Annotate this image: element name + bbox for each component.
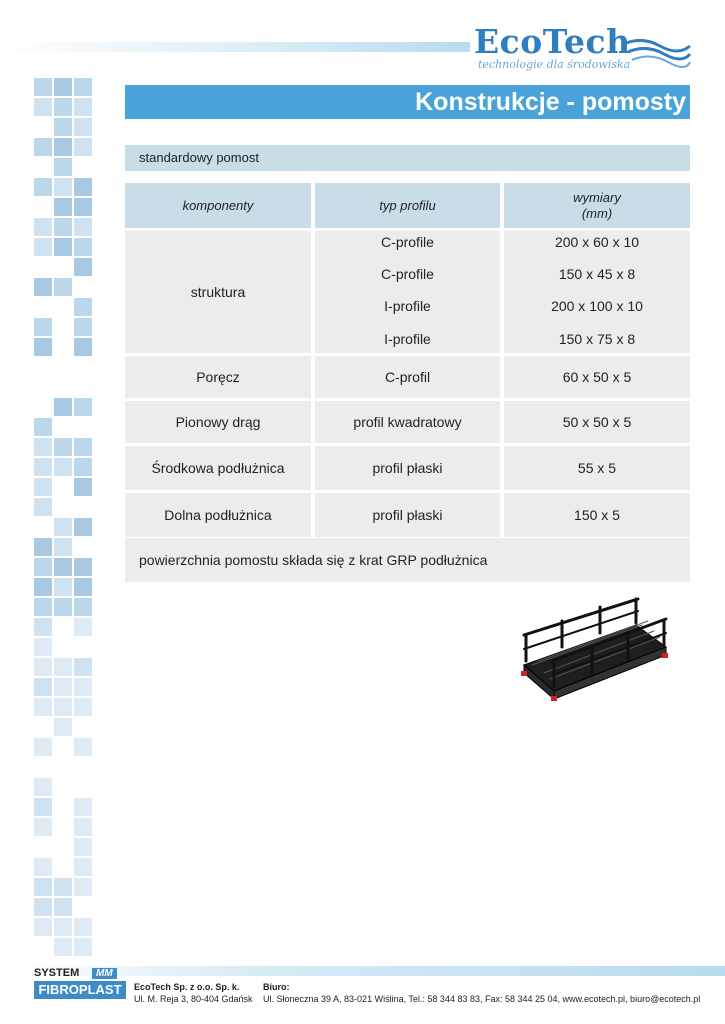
mosaic-square [34, 498, 52, 516]
mosaic-square [74, 238, 92, 256]
mosaic-square [34, 338, 52, 356]
header-components: komponenty [125, 183, 311, 228]
mosaic-square [74, 318, 92, 336]
table-cell: 50 x 50 x 5 [504, 401, 690, 443]
table-cell: Pionowy drąg [125, 401, 311, 443]
mosaic-square [34, 918, 52, 936]
table-cell: 200 x 60 x 10 [554, 234, 640, 250]
mosaic-square [74, 598, 92, 616]
mosaic-square [34, 738, 52, 756]
mosaic-square [54, 278, 72, 296]
mosaic-square [34, 898, 52, 916]
structure-profiles [315, 231, 500, 353]
mosaic-square [74, 818, 92, 836]
mosaic-square [54, 878, 72, 896]
table-cell: 150 x 75 x 8 [558, 331, 636, 347]
mosaic-square [54, 538, 72, 556]
table-cell: 60 x 50 x 5 [504, 356, 690, 398]
table-cell: 55 x 5 [504, 446, 690, 490]
table-cell: Dolna podłużnica [125, 493, 311, 537]
mosaic-square [34, 418, 52, 436]
table-cell: profil płaski [315, 493, 500, 537]
table-cell: I-profile [384, 331, 431, 347]
mosaic-square [34, 698, 52, 716]
table-cell: Poręcz [125, 356, 311, 398]
mosaic-square [74, 938, 92, 956]
mosaic-square [34, 558, 52, 576]
system-label: SYSTEM [34, 967, 80, 979]
mosaic-square [54, 78, 72, 96]
table-cell: I-profile [384, 298, 431, 314]
mosaic-square [34, 178, 52, 196]
table-cell: C-profile [381, 234, 434, 250]
table-cell: C-profile [381, 266, 434, 282]
mosaic-square [54, 678, 72, 696]
mosaic-square [74, 798, 92, 816]
mosaic-square [74, 838, 92, 856]
footer-company: EcoTech Sp. z o.o. Sp. k. [134, 982, 240, 992]
mosaic-square [54, 718, 72, 736]
mosaic-square [74, 138, 92, 156]
mosaic-square [74, 478, 92, 496]
mosaic-square [54, 698, 72, 716]
mosaic-square [54, 658, 72, 676]
structure-label: struktura [125, 231, 311, 353]
mosaic-square [54, 98, 72, 116]
mosaic-square [54, 238, 72, 256]
mosaic-square [74, 398, 92, 416]
mosaic-square [54, 558, 72, 576]
mosaic-square [34, 278, 52, 296]
mosaic-square [54, 158, 72, 176]
mosaic-square [74, 198, 92, 216]
mosaic-square [54, 898, 72, 916]
mosaic-square [54, 598, 72, 616]
mosaic-square [74, 518, 92, 536]
mosaic-square [74, 858, 92, 876]
page-title: Konstrukcje - pomosty [125, 85, 690, 119]
mosaic-square [74, 658, 92, 676]
mosaic-square [74, 878, 92, 896]
logo-waves-icon [622, 34, 692, 68]
mosaic-square [74, 738, 92, 756]
mosaic-square [34, 238, 52, 256]
mosaic-square [54, 218, 72, 236]
deck-surface-note: powierzchnia pomostu składa się z krat GRP podłużnica [125, 538, 690, 582]
mosaic-square [74, 578, 92, 596]
table-cell: 150 x 5 [504, 493, 690, 537]
fibroplast-logo: FIBROPLAST [34, 981, 126, 999]
mosaic-square [54, 118, 72, 136]
table-cell: 150 x 45 x 8 [558, 266, 636, 282]
mosaic-square [34, 78, 52, 96]
footer-address: Ul. M. Reja 3, 80-404 Gdańsk [134, 994, 253, 1004]
header-dimensions [504, 183, 690, 228]
mosaic-square [34, 798, 52, 816]
mosaic-square [54, 918, 72, 936]
mosaic-square [54, 398, 72, 416]
mm-logo: MM [92, 968, 117, 979]
mosaic-square [54, 138, 72, 156]
ecotech-logo [470, 20, 700, 80]
mosaic-square [34, 98, 52, 116]
mosaic-square [54, 198, 72, 216]
mosaic-square [74, 298, 92, 316]
logo-wordmark: EcoTech [474, 22, 631, 61]
section-title: standardowy pomost [125, 145, 690, 171]
mosaic-square [74, 218, 92, 236]
mosaic-square [74, 438, 92, 456]
mosaic-square [74, 78, 92, 96]
logo-tagline: technologie dla środowiska [478, 58, 631, 71]
mosaic-square [34, 878, 52, 896]
table-cell: profil płaski [315, 446, 500, 490]
mosaic-square [74, 98, 92, 116]
mosaic-square [74, 178, 92, 196]
mosaic-square [74, 678, 92, 696]
mosaic-square [54, 938, 72, 956]
mosaic-square [54, 178, 72, 196]
mosaic-square [74, 258, 92, 276]
table-cell: 200 x 100 x 10 [551, 298, 643, 314]
footer-office: Ul. Słoneczna 39 A, 83-021 Wiślina, Tel.: 58 344 83 83, Fax: 58 344 25 04, www.ecotech.pl, biuro@ecotech.pl [263, 994, 701, 1004]
header-profile-type: typ profilu [315, 183, 500, 228]
mosaic-square [34, 618, 52, 636]
mosaic-square [54, 578, 72, 596]
mosaic-square [34, 598, 52, 616]
header-dimensions-label: wymiary [573, 189, 621, 205]
mosaic-square [74, 698, 92, 716]
mosaic-square [34, 818, 52, 836]
mosaic-square [34, 478, 52, 496]
mosaic-square [34, 218, 52, 236]
mosaic-square [34, 458, 52, 476]
mosaic-square [74, 458, 92, 476]
mosaic-square [34, 438, 52, 456]
mosaic-square [54, 518, 72, 536]
mosaic-square [34, 538, 52, 556]
table-cell: profil kwadratowy [315, 401, 500, 443]
mosaic-square [74, 918, 92, 936]
mosaic-square [34, 858, 52, 876]
mosaic-square [34, 138, 52, 156]
mosaic-square [34, 638, 52, 656]
mosaic-square [34, 578, 52, 596]
decorative-mosaic [0, 0, 110, 960]
mosaic-square [34, 658, 52, 676]
footer-office-label: Biuro: [263, 982, 290, 992]
mosaic-square [74, 338, 92, 356]
mosaic-square [74, 558, 92, 576]
mosaic-square [54, 438, 72, 456]
structure-dimensions [504, 231, 690, 353]
platform-illustration [518, 595, 694, 725]
header-dimensions-unit: (mm) [581, 205, 613, 221]
mosaic-square [34, 678, 52, 696]
table-cell: C-profil [315, 356, 500, 398]
mosaic-square [34, 778, 52, 796]
mosaic-square [74, 618, 92, 636]
table-cell: Środkowa podłużnica [125, 446, 311, 490]
mosaic-square [74, 118, 92, 136]
mosaic-square [34, 318, 52, 336]
mosaic-square [54, 458, 72, 476]
